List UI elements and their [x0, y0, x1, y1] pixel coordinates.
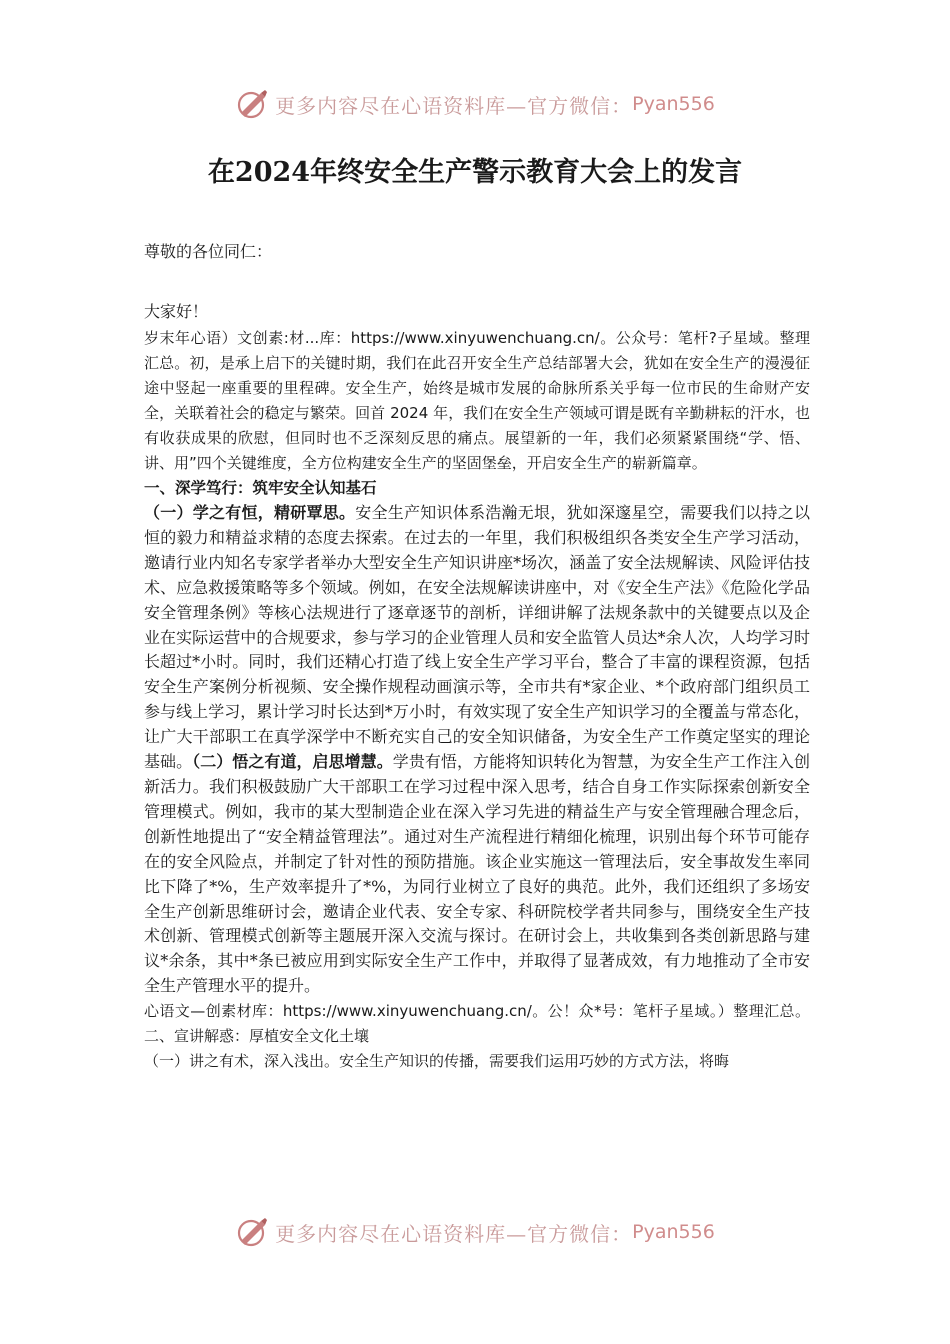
banner-brand: Pyan556: [632, 93, 715, 115]
intro-paragraph: 岁末年心语）文创素:材...库：https://www.xinyuwenchuang.cn/。公众号：笔杆?子星域。整理汇总。初，是承上启下的关键时期，我们在此召开安全生产总结部署大会，犹如在安全生产的漫漫征途中竖起一座重要的里程碑。安全生产，始终是城市发展的命脉所系关乎每一位市民的生命财产安全，关联着社会的稳定与繁荣。回首 2024 年，我们在安全生产领域可谓是既有辛勤耕耘的汗水，也有收获成果的欣慰，但同时也不乏深刻反思的痛点。展望新的一年，我们必须紧紧围绕“学、悟、讲、用”四个关键维度，全方位构建安全生产的坚固堡垒，开启安全生产的崭新篇章。: [144, 329, 810, 472]
section-heading-1: 一、深学笃行：筑牢安全认知基石: [144, 479, 377, 497]
greeting: 大家好！: [144, 302, 209, 321]
subsection-body-1: 安全生产知识体系浩瀚无垠，犹如深邃星空，需要我们以持之以恒的毅力和精益求精的态度去探索。在过去的一年里，我们积极组织各类安全生产学习活动，邀请行业内知名专家学者举办大型安全生产知识讲座*场次，涵盖了安全法规解读、风险评估技术、应急救援策略等多个领域。例如，在安全法规解读讲座中，对《安全生产法》《危险化学品安全管理条例》等核心法规进行了逐章逐节的剖析，详细讲解了法规条款中的关键要点以及企业在实际运营中的合规要求，参与学习的企业管理人员和安全监管人员达*余人次，人均学习时长超过*小时。同时，我们还精心打造了线上安全生产学习平台，整合了丰富的课程资源，包括安全生产案例分析视频、安全操作规程动画演示等，全市共有*家企业、*个政府部门组织员工参与线上学习，累计学习时长达到*万小时，有效实现了安全生产知识学习的全覆盖与常态化，让广大干部职工在真学深学中不断充实自己的安全知识储备，为安全生产工作奠定坚实的理论基础。: [144, 503, 810, 772]
footer-watermark-banner: [0, 1212, 950, 1252]
banner-brand: Pyan556: [632, 1221, 715, 1243]
banner-text: 更多内容尽在心语资料库—官方微信：: [275, 1221, 633, 1246]
subsection-title-2: （二）悟之有道，启思增慧。: [192, 752, 393, 772]
header-watermark-banner: [0, 84, 950, 124]
subsection-title-1: （一）学之有恒，精研覃思。: [144, 503, 356, 522]
banner-text: 更多内容尽在心语资料库—官方微信：: [275, 93, 633, 118]
pen-logo-icon: [235, 1215, 269, 1249]
salutation: 尊敬的各位同仁：: [144, 242, 273, 261]
last-line: （一）讲之有术，深入浅出。安全生产知识的传播，需要我们运用巧妙的方式方法，将晦: [144, 1052, 730, 1071]
pen-logo-icon: [235, 87, 269, 121]
subsection-body-2: 学贵有悟，方能将知识转化为智慧，为安全生产工作注入创新活力。我们积极鼓励广大干部职工在学习过程中深入思考，结合自身工作实际探索创新安全管理模式。例如，我市的某大型制造企业在深入学习先进的精益生产与安全管理融合理念后，创新性地提出了“安全精益管理法”。通过对生产流程进行精细化梳理，识别出每个环节可能存在的安全风险点，并制定了针对性的预防措施。该企业实施这一管理法后，安全事故发生率同比下降了*%，生产效率提升了*%，为同行业树立了良好的典范。此外，我们还组织了多场安全生产创新思维研讨会，邀请企业代表、安全专家、科研院校学者共同参与，围绕安全生产技术创新、管理模式创新等主题展开深入交流与探讨。在研讨会上，共收集到各类创新思路与建议*余条，其中*条已被应用到实际安全生产工作中，并取得了显著成效，有力地推动了全市安全生产管理水平的提升。: [144, 752, 810, 996]
section-1-paragraph: [144, 501, 810, 999]
document-title: 在2024年终安全生产警示教育大会上的发言: [207, 157, 743, 188]
outro-paragraph: 心语文—创素材库：https://www.xinyuwenchuang.cn/。公！众*号：笔杆子星域。）整理汇总。二、宣讲解惑：厚植安全文化土壤: [144, 1002, 810, 1046]
document-body: [144, 240, 810, 1074]
